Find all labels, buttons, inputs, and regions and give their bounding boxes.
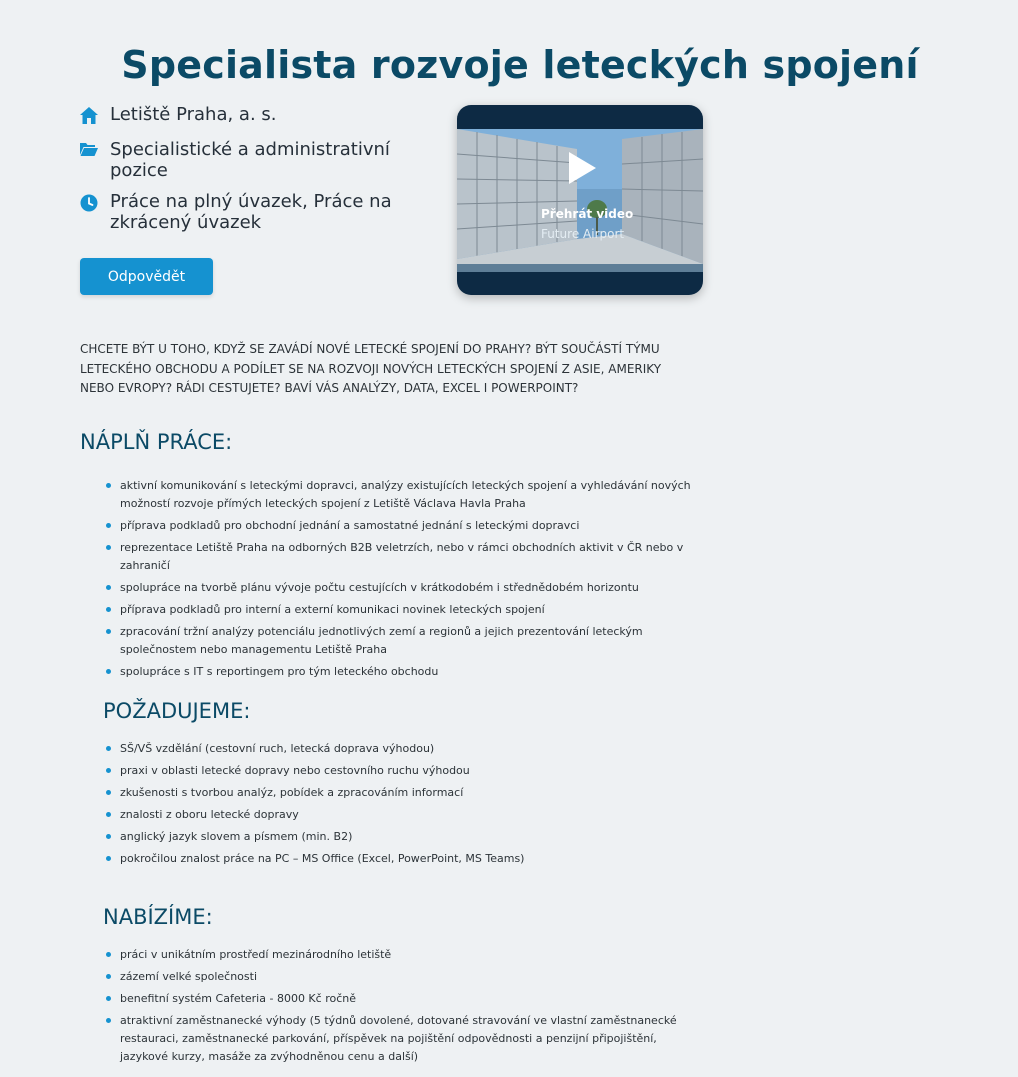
list-item: atraktivní zaměstnanecké výhody (5 týdnů dovolené, dotované stravování ve vlastní zaměstnanecké restauraci, zaměstnanecké parkování, příspěvek na pojištění odpovědnosti a penzijní připojištění, jazykové kurzy, masáže za zvýhodněnou cenu a další) [106,1012,706,1066]
list-item: zpracování tržní analýzy potenciálu jednotlivých zemí a regionů a jejich prezentování leteckým společnostem nebo managementu Letiště Praha [106,623,706,659]
list-item: znalosti z oboru letecké dopravy [106,806,706,824]
video-subtitle: Future Airport [541,227,625,241]
list-item: pokročilou znalost práce na PC – MS Office (Excel, PowerPoint, MS Teams) [106,850,706,868]
list-item: spolupráce na tvorbě plánu vývoje počtu cestujících v krátkodobém i střednědobém horizontu [106,579,706,597]
video-title: Přehrát video [541,207,634,221]
job-category: Specialistické a administrativní pozice [110,139,390,181]
list-item: reprezentace Letiště Praha na odborných B2B veletrzích, nebo v rámci obchodních aktivit v ČR nebo v zahraničí [106,539,706,575]
list-item: SŠ/VŠ vzdělání (cestovní ruch, letecká doprava výhodou) [106,740,706,758]
employment-type: Práce na plný úvazek, Práce na zkrácený úvazek [110,191,392,233]
requirements-list [106,740,706,872]
home-icon [80,104,110,129]
company-row [80,104,420,129]
list-item: zázemí velké společnosti [106,968,706,986]
offer-heading: NABÍZÍME: [103,905,213,929]
video-card[interactable] [457,105,703,295]
list-item: aktivní komunikování s leteckými dopravci, analýzy existujících leteckých spojení a vyhledávání nových možností rozvoje přímých leteckých spojení z Letiště Václava Havla Praha [106,477,706,513]
intro-text: CHCETE BÝT U TOHO, KDYŽ SE ZAVÁDÍ NOVÉ LETECKÉ SPOJENÍ DO PRAHY? BÝT SOUČÁSTÍ TÝMU LETECKÉHO OBCHODU A PODÍLET SE NA ROZVOJI NOVÝCH LETECKÝCH SPOJENÍ Z ASIE, AMERIKY NEBO EVROPY? RÁDI CESTUJETE? BAVÍ VÁS ANALÝZY, DATA, EXCEL I POWERPOINT? [80,342,662,395]
requirements-heading: POŽADUJEME: [103,699,251,723]
list-item: anglický jazyk slovem a písmem (min. B2) [106,828,706,846]
list-item: benefitní systém Cafeteria - 8000 Kč ročně [106,990,706,1008]
category-row [80,139,420,181]
list-item: spolupráce s IT s reportingem pro tým leteckého obchodu [106,663,706,681]
offer-list [106,946,706,1070]
apply-button[interactable]: Odpovědět [80,258,213,295]
clock-icon [80,191,110,217]
list-item: příprava podkladů pro obchodní jednání a samostatné jednání s leteckými dopravci [106,517,706,535]
list-item: příprava podkladů pro interní a externí komunikaci novinek leteckých spojení [106,601,706,619]
page-title: Specialista rozvoje leteckých spojení [121,43,919,88]
list-item: práci v unikátním prostředí mezinárodního letiště [106,946,706,964]
folder-open-icon [80,139,110,162]
job-info [80,104,420,243]
duties-heading: NÁPLŇ PRÁCE: [80,430,233,454]
employment-row [80,191,420,233]
duties-list [106,477,706,685]
company-name: Letiště Praha, a. s. [110,104,277,125]
play-icon[interactable] [567,151,597,185]
list-item: praxi v oblasti letecké dopravy nebo cestovního ruchu výhodou [106,762,706,780]
list-item: zkušenosti s tvorbou analýz, pobídek a zpracováním informací [106,784,706,802]
